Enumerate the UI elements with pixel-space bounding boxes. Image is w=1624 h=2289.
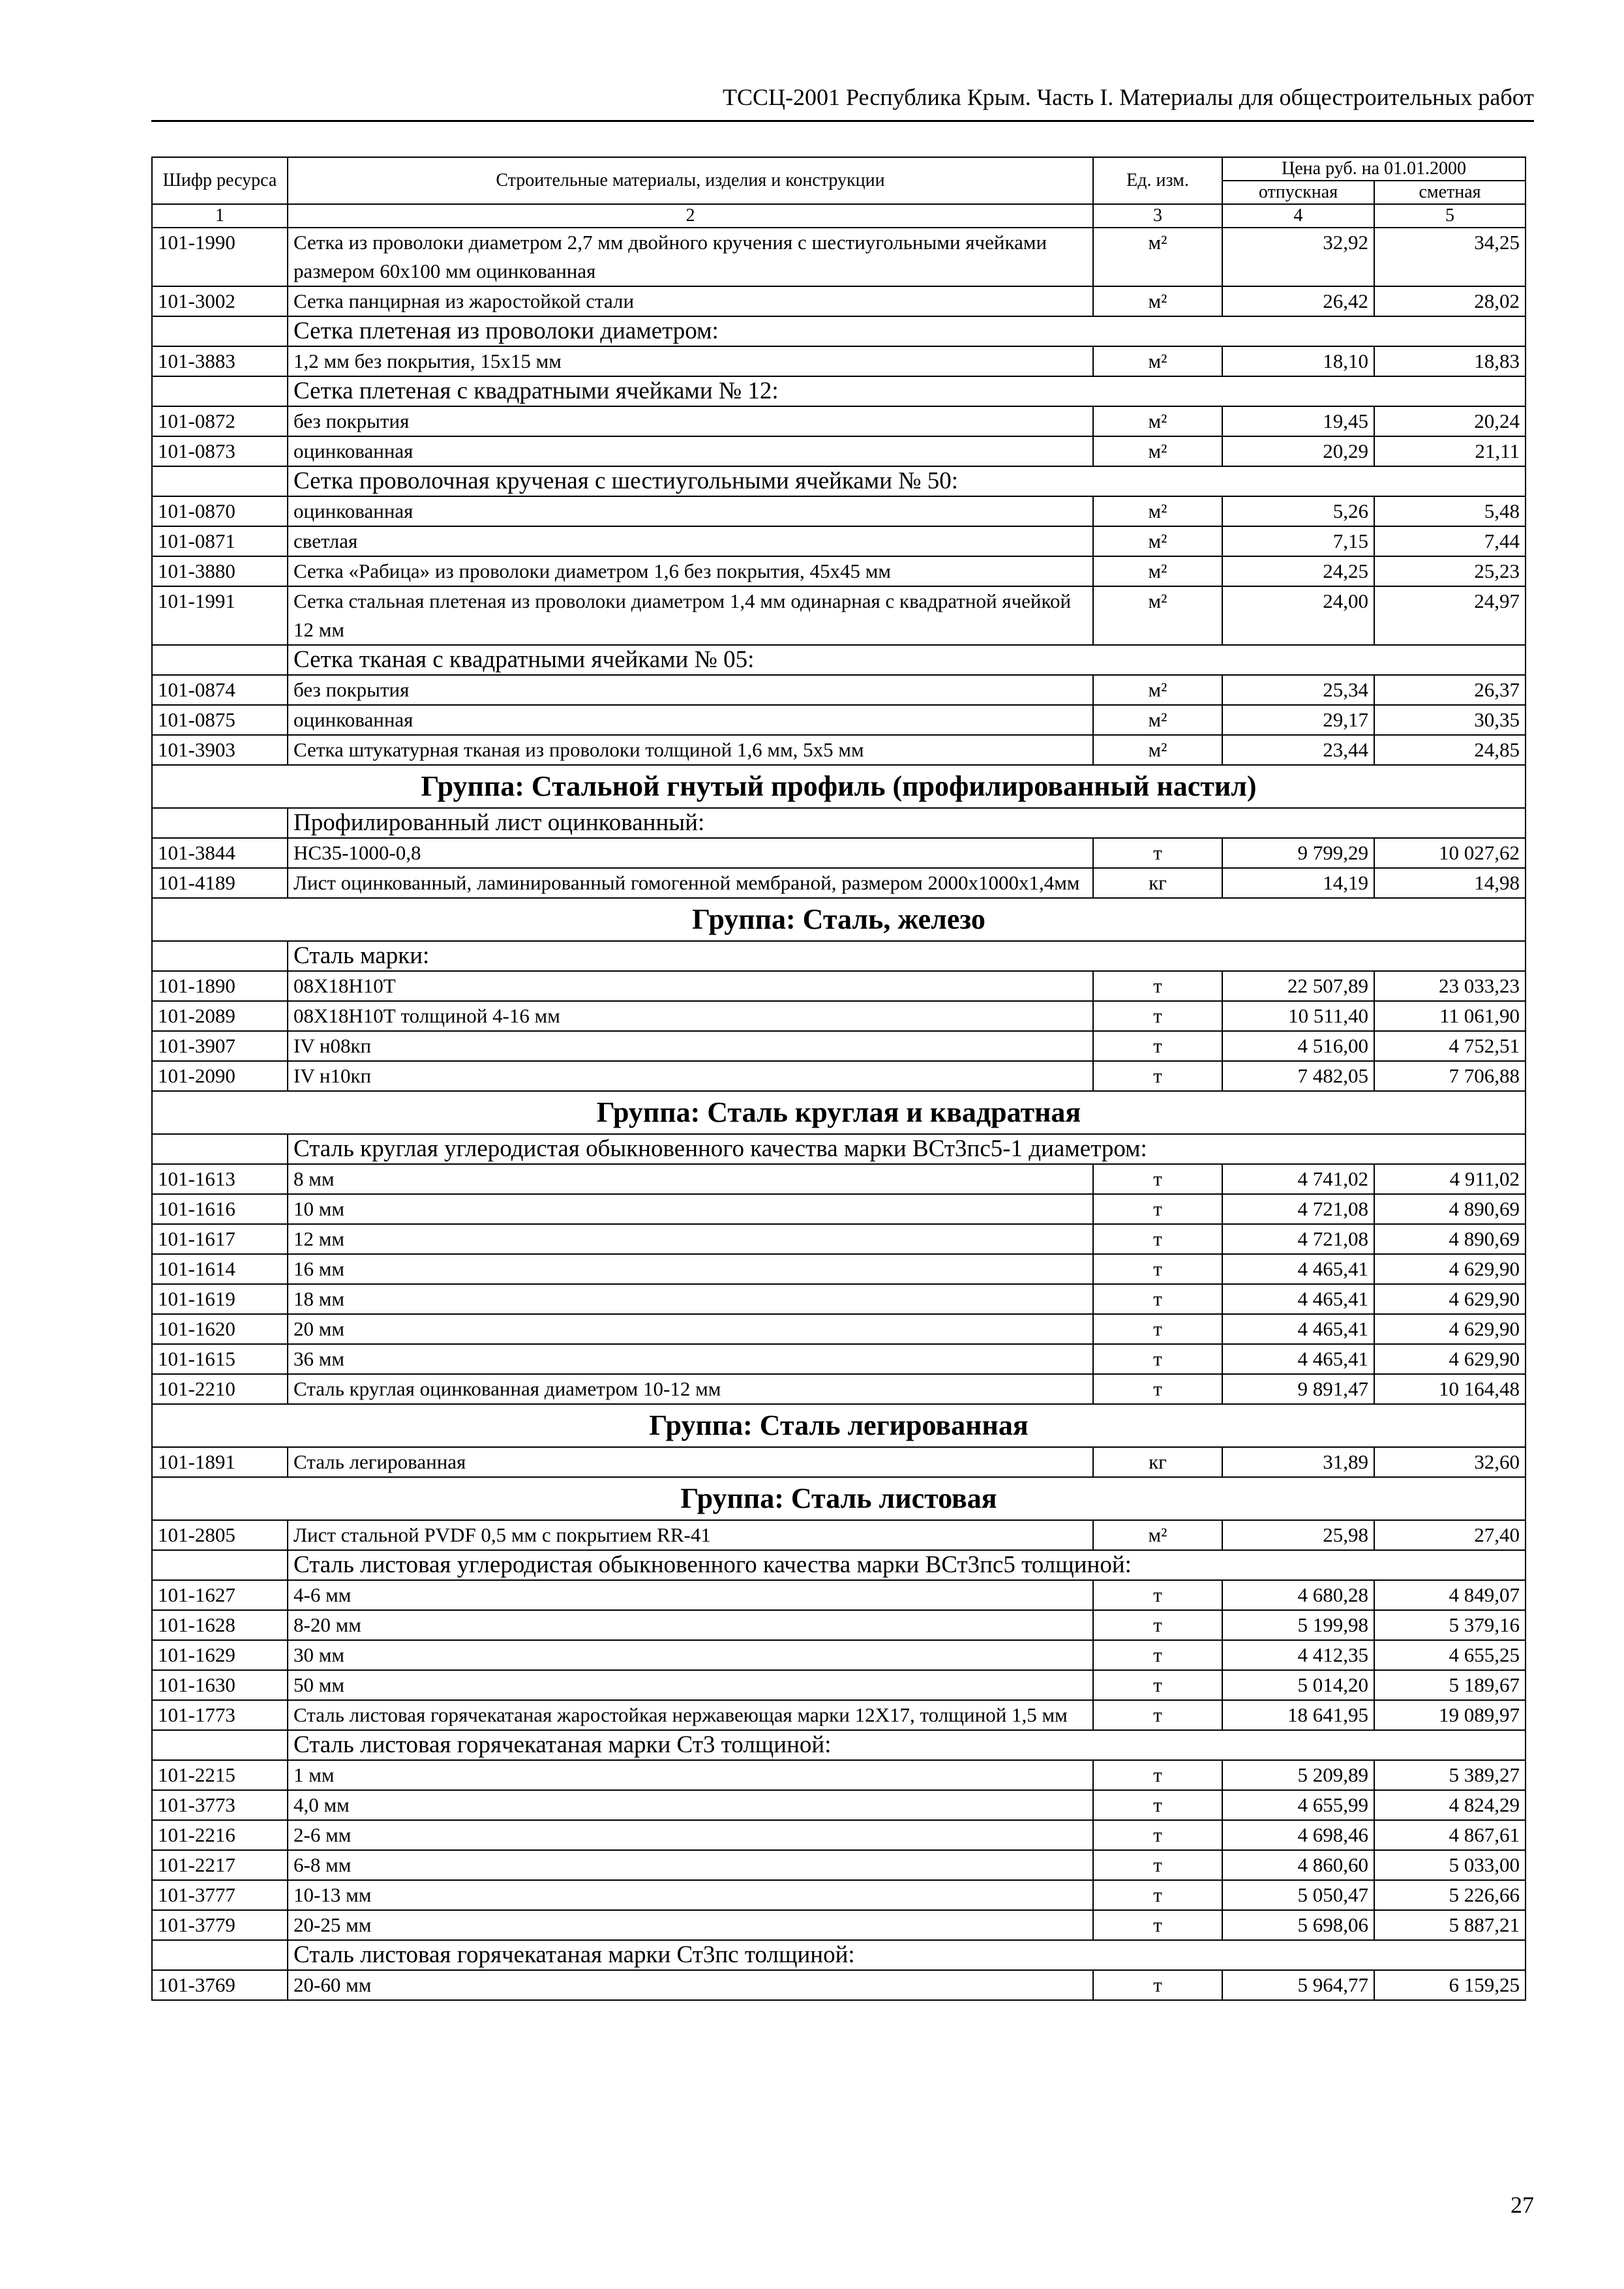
estimate-price: 18,83 <box>1374 346 1526 376</box>
resource-code: 101-2217 <box>152 1850 288 1880</box>
table-row <box>152 1224 1526 1254</box>
resource-code: 101-3903 <box>152 735 288 765</box>
release-price: 29,17 <box>1222 705 1374 735</box>
table-row <box>152 1640 1526 1670</box>
table-row <box>152 675 1526 705</box>
resource-code: 101-2089 <box>152 1001 288 1031</box>
material-name: 50 мм <box>288 1670 1093 1700</box>
release-price: 4 465,41 <box>1222 1344 1374 1374</box>
estimate-price: 19 089,97 <box>1374 1700 1526 1730</box>
empty-code-cell <box>152 1730 288 1760</box>
material-name: Лист оцинкованный, ламинированный гомогенной мембраной, размером 2000х1000х1,4мм <box>288 868 1093 898</box>
table-row <box>152 1344 1526 1374</box>
resource-code: 101-3880 <box>152 556 288 586</box>
resource-code: 101-3779 <box>152 1910 288 1940</box>
table-row <box>152 1910 1526 1940</box>
material-name: 4-6 мм <box>288 1580 1093 1610</box>
unit-of-measure: м² <box>1093 705 1222 735</box>
estimate-price: 27,40 <box>1374 1520 1526 1550</box>
group-heading: Группа: Сталь листовая <box>152 1477 1526 1520</box>
unit-of-measure: м² <box>1093 406 1222 436</box>
unit-of-measure: т <box>1093 1670 1222 1700</box>
resource-code: 101-3844 <box>152 838 288 868</box>
table-row <box>152 496 1526 526</box>
material-name: светлая <box>288 526 1093 556</box>
subheading: Сталь марки: <box>288 941 1526 971</box>
subheading: Сталь листовая горячекатаная марки Ст3пс толщиной: <box>288 1940 1526 1970</box>
resource-code: 101-1615 <box>152 1344 288 1374</box>
estimate-price: 23 033,23 <box>1374 971 1526 1001</box>
group-heading-row <box>152 1477 1526 1520</box>
subheading-row <box>152 316 1526 346</box>
resource-code: 101-1990 <box>152 228 288 286</box>
estimate-price: 10 164,48 <box>1374 1374 1526 1404</box>
release-price: 4 465,41 <box>1222 1314 1374 1344</box>
estimate-price: 25,23 <box>1374 556 1526 586</box>
group-heading-row <box>152 1404 1526 1447</box>
release-price: 4 655,99 <box>1222 1790 1374 1820</box>
column-number: 1 <box>152 204 288 228</box>
material-name: 1,2 мм без покрытия, 15х15 мм <box>288 346 1093 376</box>
unit-of-measure: м² <box>1093 346 1222 376</box>
resource-code: 101-0872 <box>152 406 288 436</box>
unit-of-measure: т <box>1093 1910 1222 1940</box>
estimate-price: 4 655,25 <box>1374 1640 1526 1670</box>
resource-code: 101-2805 <box>152 1520 288 1550</box>
resource-code: 101-0870 <box>152 496 288 526</box>
table-row <box>152 556 1526 586</box>
resource-code: 101-1614 <box>152 1254 288 1284</box>
material-name: Сетка «Рабица» из проволоки диаметром 1,6 без покрытия, 45х45 мм <box>288 556 1093 586</box>
material-name: 36 мм <box>288 1344 1093 1374</box>
table-row <box>152 1314 1526 1344</box>
resource-code: 101-1616 <box>152 1194 288 1224</box>
release-price: 4 680,28 <box>1222 1580 1374 1610</box>
material-name: 1 мм <box>288 1760 1093 1790</box>
material-name: Сетка штукатурная тканая из проволоки толщиной 1,6 мм, 5х5 мм <box>288 735 1093 765</box>
table-row <box>152 286 1526 316</box>
material-name: IV н10кп <box>288 1061 1093 1091</box>
table-row <box>152 406 1526 436</box>
resource-code: 101-3907 <box>152 1031 288 1061</box>
table-row <box>152 346 1526 376</box>
material-name: 10-13 мм <box>288 1880 1093 1910</box>
unit-of-measure: т <box>1093 1284 1222 1314</box>
resource-code: 101-1991 <box>152 586 288 645</box>
table-row <box>152 1610 1526 1640</box>
subheading: Сетка проволочная крученая с шестиугольными ячейками № 50: <box>288 466 1526 496</box>
resource-code: 101-3002 <box>152 286 288 316</box>
empty-code-cell <box>152 466 288 496</box>
estimate-price: 4 752,51 <box>1374 1031 1526 1061</box>
group-heading: Группа: Сталь круглая и квадратная <box>152 1091 1526 1134</box>
estimate-price: 5 033,00 <box>1374 1850 1526 1880</box>
release-price: 4 721,08 <box>1222 1194 1374 1224</box>
material-name: 20-25 мм <box>288 1910 1093 1940</box>
unit-of-measure: т <box>1093 1344 1222 1374</box>
table-row <box>152 1194 1526 1224</box>
unit-of-measure: кг <box>1093 868 1222 898</box>
group-heading-row <box>152 765 1526 808</box>
header-estimate-price: сметная <box>1374 181 1526 204</box>
unit-of-measure: т <box>1093 1880 1222 1910</box>
material-name: Сетка панцирная из жаростойкой стали <box>288 286 1093 316</box>
table-row <box>152 1760 1526 1790</box>
subheading-row <box>152 1134 1526 1164</box>
unit-of-measure: т <box>1093 1374 1222 1404</box>
empty-code-cell <box>152 1940 288 1970</box>
group-heading: Группа: Стальной гнутый профиль (профилированный настил) <box>152 765 1526 808</box>
unit-of-measure: т <box>1093 1254 1222 1284</box>
resource-code: 101-1619 <box>152 1284 288 1314</box>
column-numbers-row <box>152 204 1526 228</box>
table-row <box>152 436 1526 466</box>
material-name: 30 мм <box>288 1640 1093 1670</box>
material-name: Лист стальной PVDF 0,5 мм с покрытием RR-41 <box>288 1520 1093 1550</box>
release-price: 26,42 <box>1222 286 1374 316</box>
release-price: 7,15 <box>1222 526 1374 556</box>
estimate-price: 5 226,66 <box>1374 1880 1526 1910</box>
estimate-price: 4 911,02 <box>1374 1164 1526 1194</box>
subheading: Сетка плетеная из проволоки диаметром: <box>288 316 1526 346</box>
unit-of-measure: т <box>1093 1970 1222 2000</box>
estimate-price: 26,37 <box>1374 675 1526 705</box>
release-price: 4 516,00 <box>1222 1031 1374 1061</box>
table-row <box>152 1580 1526 1610</box>
material-name: оцинкованная <box>288 705 1093 735</box>
estimate-price: 4 629,90 <box>1374 1344 1526 1374</box>
unit-of-measure: м² <box>1093 526 1222 556</box>
subheading-row <box>152 466 1526 496</box>
release-price: 10 511,40 <box>1222 1001 1374 1031</box>
table-row <box>152 228 1526 286</box>
resource-code: 101-0871 <box>152 526 288 556</box>
estimate-price: 30,35 <box>1374 705 1526 735</box>
resource-code: 101-1629 <box>152 1640 288 1670</box>
release-price: 5 050,47 <box>1222 1880 1374 1910</box>
resource-code: 101-1613 <box>152 1164 288 1194</box>
material-name: 8 мм <box>288 1164 1093 1194</box>
resource-code: 101-2216 <box>152 1820 288 1850</box>
material-name: Сталь легированная <box>288 1447 1093 1477</box>
estimate-price: 5,48 <box>1374 496 1526 526</box>
release-price: 9 799,29 <box>1222 838 1374 868</box>
estimate-price: 24,97 <box>1374 586 1526 645</box>
group-heading: Группа: Сталь, железо <box>152 898 1526 941</box>
release-price: 7 482,05 <box>1222 1061 1374 1091</box>
release-price: 25,98 <box>1222 1520 1374 1550</box>
subheading: Сталь круглая углеродистая обыкновенного качества марки ВСт3пс5-1 диаметром: <box>288 1134 1526 1164</box>
estimate-price: 4 629,90 <box>1374 1254 1526 1284</box>
material-name: 08Х18Н10Т толщиной 4-16 мм <box>288 1001 1093 1031</box>
release-price: 24,00 <box>1222 586 1374 645</box>
header-name: Строительные материалы, изделия и конструкции <box>288 157 1093 204</box>
subheading-row <box>152 1730 1526 1760</box>
material-name: Сталь листовая горячекатаная жаростойкая нержавеющая марки 12Х17, толщиной 1,5 мм <box>288 1700 1093 1730</box>
resource-code: 101-1617 <box>152 1224 288 1254</box>
material-name: Сталь круглая оцинкованная диаметром 10-12 мм <box>288 1374 1093 1404</box>
estimate-price: 4 890,69 <box>1374 1194 1526 1224</box>
release-price: 5 698,06 <box>1222 1910 1374 1940</box>
empty-code-cell <box>152 808 288 838</box>
unit-of-measure: м² <box>1093 735 1222 765</box>
release-price: 18 641,95 <box>1222 1700 1374 1730</box>
empty-code-cell <box>152 645 288 675</box>
header-code: Шифр ресурса <box>152 157 288 204</box>
subheading: Сталь листовая углеродистая обыкновенного качества марки ВСт3пс5 толщиной: <box>288 1550 1526 1580</box>
estimate-price: 4 849,07 <box>1374 1580 1526 1610</box>
unit-of-measure: т <box>1093 1224 1222 1254</box>
table-row <box>152 1820 1526 1850</box>
estimate-price: 5 887,21 <box>1374 1910 1526 1940</box>
table-row <box>152 1284 1526 1314</box>
subheading: Сетка тканая с квадратными ячейками № 05: <box>288 645 1526 675</box>
table-row <box>152 1520 1526 1550</box>
unit-of-measure: т <box>1093 1640 1222 1670</box>
release-price: 31,89 <box>1222 1447 1374 1477</box>
table-row <box>152 735 1526 765</box>
resource-code: 101-1620 <box>152 1314 288 1344</box>
unit-of-measure: т <box>1093 1194 1222 1224</box>
release-price: 32,92 <box>1222 228 1374 286</box>
resource-code: 101-3769 <box>152 1970 288 2000</box>
estimate-price: 4 629,90 <box>1374 1314 1526 1344</box>
table-row <box>152 526 1526 556</box>
unit-of-measure: т <box>1093 838 1222 868</box>
estimate-price: 34,25 <box>1374 228 1526 286</box>
material-name: 4,0 мм <box>288 1790 1093 1820</box>
column-number: 3 <box>1093 204 1222 228</box>
material-name: 20 мм <box>288 1314 1093 1344</box>
table-row <box>152 838 1526 868</box>
page-number: 27 <box>1511 2192 1534 2218</box>
table-row <box>152 705 1526 735</box>
empty-code-cell <box>152 1134 288 1164</box>
resource-code: 101-2210 <box>152 1374 288 1404</box>
table-row <box>152 1001 1526 1031</box>
unit-of-measure: т <box>1093 1790 1222 1820</box>
resource-code: 101-4189 <box>152 868 288 898</box>
header-rule <box>151 120 1534 122</box>
unit-of-measure: т <box>1093 1061 1222 1091</box>
release-price: 19,45 <box>1222 406 1374 436</box>
release-price: 4 465,41 <box>1222 1284 1374 1314</box>
release-price: 23,44 <box>1222 735 1374 765</box>
unit-of-measure: т <box>1093 1580 1222 1610</box>
unit-of-measure: м² <box>1093 1520 1222 1550</box>
resource-code: 101-3773 <box>152 1790 288 1820</box>
unit-of-measure: т <box>1093 1820 1222 1850</box>
table-row <box>152 1790 1526 1820</box>
material-name: IV н08кп <box>288 1031 1093 1061</box>
resource-code: 101-3777 <box>152 1880 288 1910</box>
unit-of-measure: т <box>1093 1001 1222 1031</box>
empty-code-cell <box>152 941 288 971</box>
material-name: оцинкованная <box>288 436 1093 466</box>
resource-code: 101-1628 <box>152 1610 288 1640</box>
resource-code: 101-1773 <box>152 1700 288 1730</box>
subheading: Сетка плетеная с квадратными ячейками № 12: <box>288 376 1526 406</box>
table-row <box>152 1880 1526 1910</box>
release-price: 4 860,60 <box>1222 1850 1374 1880</box>
table-row <box>152 1031 1526 1061</box>
table-row <box>152 586 1526 645</box>
resource-code: 101-2215 <box>152 1760 288 1790</box>
estimate-price: 20,24 <box>1374 406 1526 436</box>
resource-code: 101-1890 <box>152 971 288 1001</box>
estimate-price: 4 629,90 <box>1374 1284 1526 1314</box>
subheading: Профилированный лист оцинкованный: <box>288 808 1526 838</box>
unit-of-measure: м² <box>1093 228 1222 286</box>
subheading-row <box>152 941 1526 971</box>
unit-of-measure: м² <box>1093 586 1222 645</box>
estimate-price: 7 706,88 <box>1374 1061 1526 1091</box>
unit-of-measure: т <box>1093 971 1222 1001</box>
release-price: 22 507,89 <box>1222 971 1374 1001</box>
estimate-price: 5 379,16 <box>1374 1610 1526 1640</box>
material-name: Сетка из проволоки диаметром 2,7 мм двойного кручения с шестиугольными ячейками размером 60х100 мм оцинкованная <box>288 228 1093 286</box>
material-name: оцинкованная <box>288 496 1093 526</box>
unit-of-measure: м² <box>1093 496 1222 526</box>
resource-code: 101-0874 <box>152 675 288 705</box>
estimate-price: 10 027,62 <box>1374 838 1526 868</box>
unit-of-measure: т <box>1093 1610 1222 1640</box>
unit-of-measure: т <box>1093 1850 1222 1880</box>
resource-code: 101-1630 <box>152 1670 288 1700</box>
estimate-price: 32,60 <box>1374 1447 1526 1477</box>
subheading-row <box>152 1940 1526 1970</box>
group-heading-row <box>152 1091 1526 1134</box>
material-name: 16 мм <box>288 1254 1093 1284</box>
estimate-price: 4 824,29 <box>1374 1790 1526 1820</box>
material-name: 2-6 мм <box>288 1820 1093 1850</box>
release-price: 14,19 <box>1222 868 1374 898</box>
material-name: 10 мм <box>288 1194 1093 1224</box>
resource-code: 101-1627 <box>152 1580 288 1610</box>
material-name: 6-8 мм <box>288 1850 1093 1880</box>
material-name: 18 мм <box>288 1284 1093 1314</box>
unit-of-measure: м² <box>1093 286 1222 316</box>
empty-code-cell <box>152 316 288 346</box>
subheading-row <box>152 1550 1526 1580</box>
unit-of-measure: м² <box>1093 436 1222 466</box>
material-name: 08Х18Н10Т <box>288 971 1093 1001</box>
unit-of-measure: т <box>1093 1031 1222 1061</box>
table-row <box>152 1970 1526 2000</box>
price-table <box>151 157 1526 2001</box>
estimate-price: 21,11 <box>1374 436 1526 466</box>
table-row <box>152 868 1526 898</box>
material-name: Сетка стальная плетеная из проволоки диаметром 1,4 мм одинарная с квадратной ячейкой 12 мм <box>288 586 1093 645</box>
estimate-price: 11 061,90 <box>1374 1001 1526 1031</box>
header-unit: Ед. изм. <box>1093 157 1222 204</box>
resource-code: 101-2090 <box>152 1061 288 1091</box>
release-price: 20,29 <box>1222 436 1374 466</box>
release-price: 4 741,02 <box>1222 1164 1374 1194</box>
release-price: 9 891,47 <box>1222 1374 1374 1404</box>
estimate-price: 5 389,27 <box>1374 1760 1526 1790</box>
estimate-price: 7,44 <box>1374 526 1526 556</box>
unit-of-measure: м² <box>1093 675 1222 705</box>
estimate-price: 24,85 <box>1374 735 1526 765</box>
release-price: 18,10 <box>1222 346 1374 376</box>
table-row <box>152 971 1526 1001</box>
release-price: 4 698,46 <box>1222 1820 1374 1850</box>
table-row <box>152 1447 1526 1477</box>
table-body <box>152 228 1526 2000</box>
running-title: ТССЦ-2001 Республика Крым. Часть I. Материалы для общестроительных работ <box>723 84 1534 110</box>
column-number: 2 <box>288 204 1093 228</box>
table-row <box>152 1374 1526 1404</box>
unit-of-measure: т <box>1093 1164 1222 1194</box>
group-heading-row <box>152 898 1526 941</box>
unit-of-measure: м² <box>1093 556 1222 586</box>
header-price: Цена руб. на 01.01.2000 <box>1222 157 1526 181</box>
resource-code: 101-0875 <box>152 705 288 735</box>
empty-code-cell <box>152 376 288 406</box>
subheading-row <box>152 645 1526 675</box>
material-name: без покрытия <box>288 406 1093 436</box>
table-row <box>152 1700 1526 1730</box>
unit-of-measure: т <box>1093 1700 1222 1730</box>
subheading-row <box>152 376 1526 406</box>
material-name: без покрытия <box>288 675 1093 705</box>
release-price: 5 964,77 <box>1222 1970 1374 2000</box>
estimate-price: 4 867,61 <box>1374 1820 1526 1850</box>
release-price: 4 412,35 <box>1222 1640 1374 1670</box>
estimate-price: 5 189,67 <box>1374 1670 1526 1700</box>
resource-code: 101-1891 <box>152 1447 288 1477</box>
material-name: 8-20 мм <box>288 1610 1093 1640</box>
unit-of-measure: кг <box>1093 1447 1222 1477</box>
table-row <box>152 1254 1526 1284</box>
resource-code: 101-3883 <box>152 346 288 376</box>
unit-of-measure: т <box>1093 1314 1222 1344</box>
group-heading: Группа: Сталь легированная <box>152 1404 1526 1447</box>
release-price: 5 014,20 <box>1222 1670 1374 1700</box>
table-row <box>152 1061 1526 1091</box>
header-release-price: отпускная <box>1222 181 1374 204</box>
resource-code: 101-0873 <box>152 436 288 466</box>
material-name: 12 мм <box>288 1224 1093 1254</box>
release-price: 5 209,89 <box>1222 1760 1374 1790</box>
column-number: 5 <box>1374 204 1526 228</box>
empty-code-cell <box>152 1550 288 1580</box>
estimate-price: 28,02 <box>1374 286 1526 316</box>
subheading: Сталь листовая горячекатаная марки Ст3 толщиной: <box>288 1730 1526 1760</box>
material-name: НС35-1000-0,8 <box>288 838 1093 868</box>
subheading-row <box>152 808 1526 838</box>
estimate-price: 4 890,69 <box>1374 1224 1526 1254</box>
material-name: 20-60 мм <box>288 1970 1093 2000</box>
release-price: 25,34 <box>1222 675 1374 705</box>
estimate-price: 6 159,25 <box>1374 1970 1526 2000</box>
table-row <box>152 1670 1526 1700</box>
release-price: 5 199,98 <box>1222 1610 1374 1640</box>
table-row <box>152 1164 1526 1194</box>
estimate-price: 14,98 <box>1374 868 1526 898</box>
release-price: 24,25 <box>1222 556 1374 586</box>
unit-of-measure: т <box>1093 1760 1222 1790</box>
release-price: 5,26 <box>1222 496 1374 526</box>
column-number: 4 <box>1222 204 1374 228</box>
release-price: 4 465,41 <box>1222 1254 1374 1284</box>
table-row <box>152 1850 1526 1880</box>
release-price: 4 721,08 <box>1222 1224 1374 1254</box>
